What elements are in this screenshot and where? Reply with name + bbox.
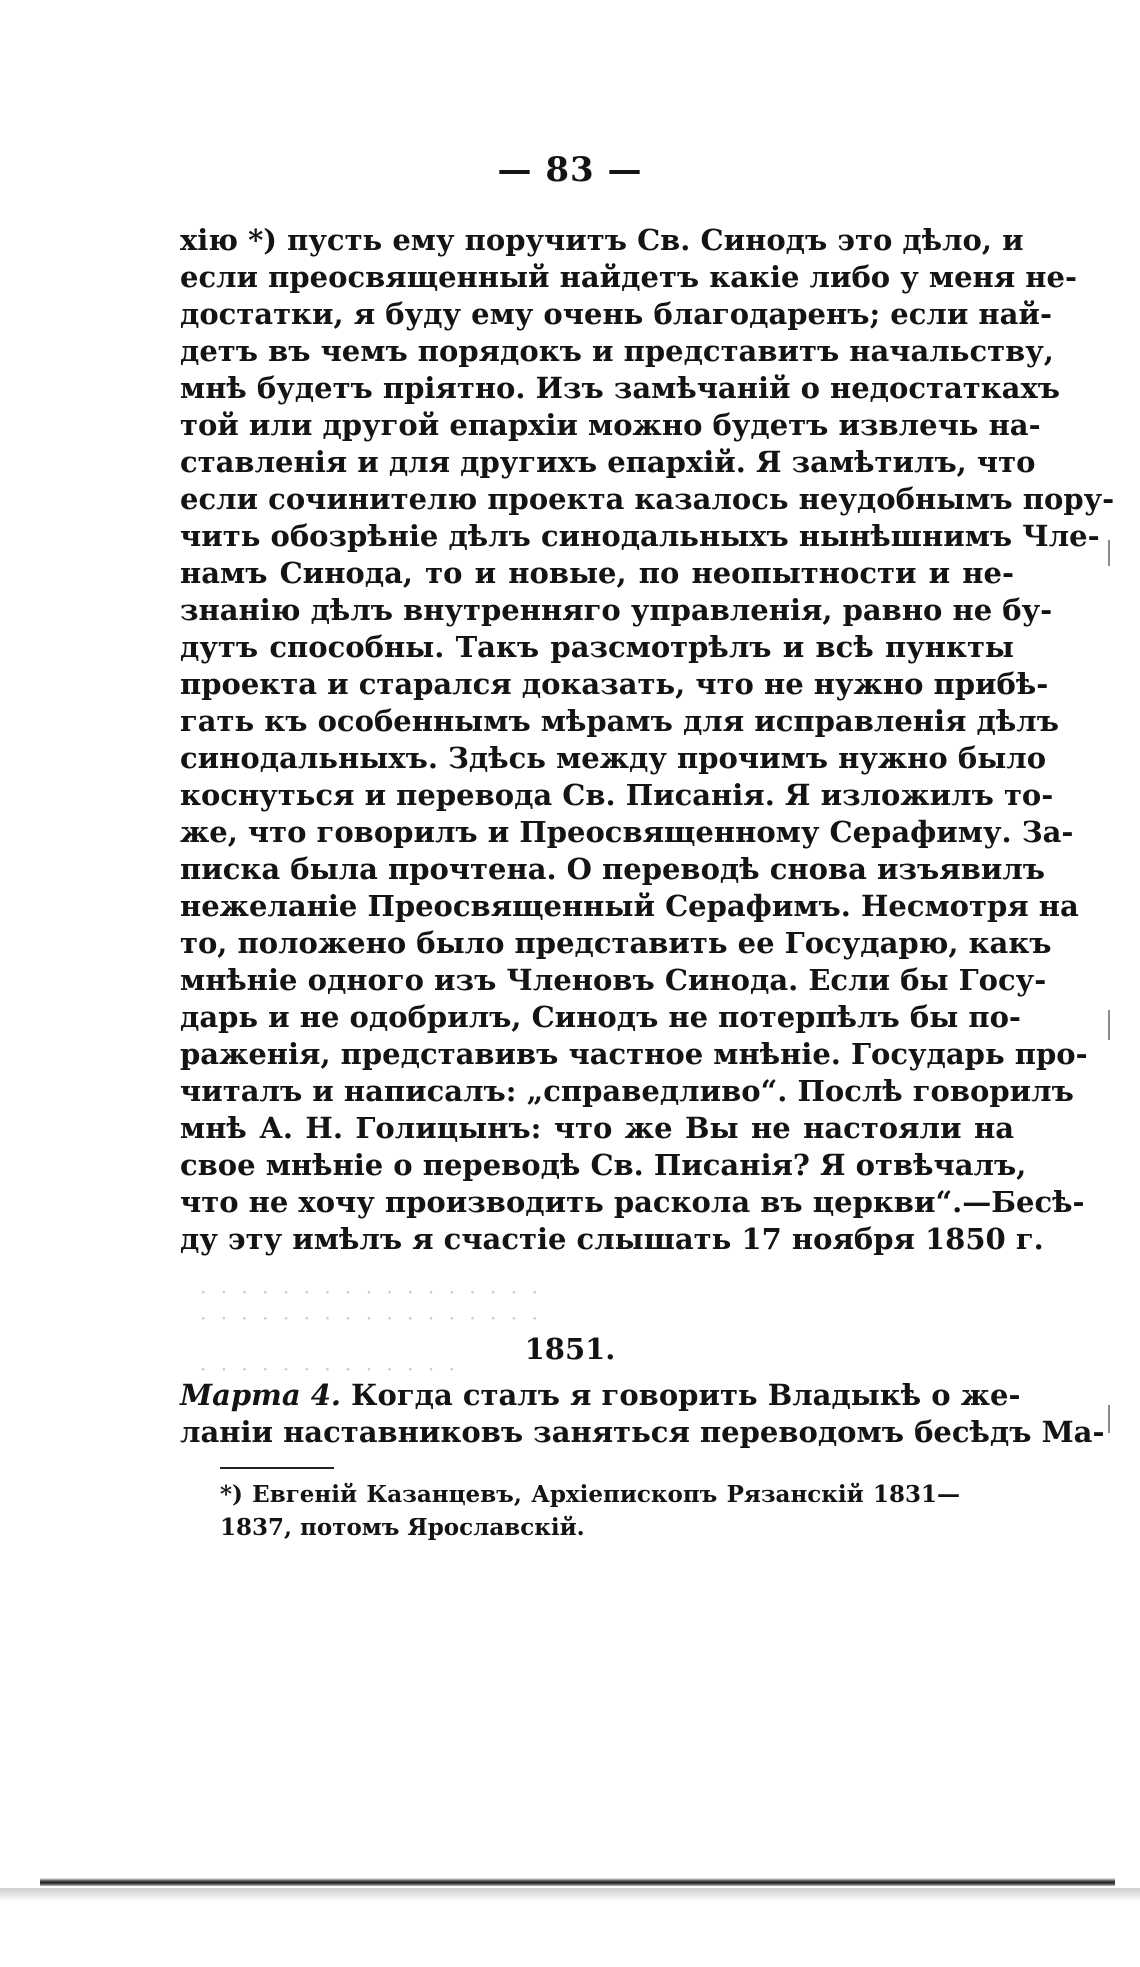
margin-mark xyxy=(1108,1405,1110,1433)
body-text-line: гать къ особеннымъ мѣрамъ для исправленія дѣлъ xyxy=(180,704,1059,738)
body-text-line: хію *) пусть ему поручитъ Св. Синодъ это дѣло, и xyxy=(180,223,1024,257)
year-heading: 1851. xyxy=(524,1332,616,1366)
body-text-line: коснуться и перевода Св. Писанія. Я изложилъ то- xyxy=(180,778,1054,812)
main-text xyxy=(180,222,1115,1258)
entry-line: ланіи наставниковъ заняться переводомъ бесѣдъ Ма- xyxy=(180,1415,1105,1449)
scan-edge-fade xyxy=(0,1888,1140,1902)
body-text-line: дутъ способны. Такъ разсмотрѣлъ и всѣ пункты xyxy=(180,630,1014,664)
body-text-line: знанію дѣлъ внутренняго управленія, равно не бу- xyxy=(180,593,1053,627)
diary-entry xyxy=(180,1377,1105,1451)
bleed-through-decoration: · · · · · · · · · · · · · · · · · xyxy=(200,1306,542,1330)
body-text-line: если преосвященный найдетъ какіе либо у меня не- xyxy=(180,260,1078,294)
margin-mark xyxy=(1108,1010,1110,1040)
body-text-line: нежеланіе Преосвященный Серафимъ. Несмотря на xyxy=(180,889,1079,923)
body-text-line: ду эту имѣлъ я счастіе слышать 17 ноября 1850 г. xyxy=(180,1222,1044,1256)
body-text-line: достатки, я буду ему очень благодаренъ; если най- xyxy=(180,297,1052,331)
footnote xyxy=(220,1478,960,1544)
entry-date-label: Марта 4. xyxy=(180,1378,342,1412)
body-text-line: что не хочу производить раскола въ церкви“.—Бесѣ- xyxy=(180,1185,1085,1219)
body-text-line: синодальныхъ. Здѣсь между прочимъ нужно было xyxy=(180,741,1047,775)
body-text-line: проекта и старался доказать, что не нужно прибѣ- xyxy=(180,667,1049,701)
footnote-line: 1837, потомъ Ярославскій. xyxy=(220,1514,585,1541)
margin-mark xyxy=(1108,540,1110,566)
entry-line xyxy=(180,1377,1021,1414)
body-text-line: раженія, представивъ частное мнѣніе. Государь про- xyxy=(180,1037,1088,1071)
body-text-line: писка была прочтена. О переводѣ снова изъявилъ xyxy=(180,852,1046,886)
body-text-line: намъ Синода, то и новые, по неопытности и не- xyxy=(180,556,1014,590)
body-text-line: же, что говорилъ и Преосвященному Серафиму. За- xyxy=(180,815,1074,849)
body-text-line: мнѣ будетъ пріятно. Изъ замѣчаній о недостаткахъ xyxy=(180,371,1061,405)
body-text-line: дарь и не одобрилъ, Синодъ не потерпѣлъ бы по- xyxy=(180,1000,1021,1034)
body-text-line: ставленія и для другихъ епархій. Я замѣтилъ, что xyxy=(180,445,1036,479)
page-number: — 83 — xyxy=(497,150,643,190)
footnote-divider xyxy=(220,1467,334,1469)
body-text-line: если сочинителю проекта казалось неудобнымъ пору- xyxy=(180,482,1115,516)
scan-edge-shadow xyxy=(40,1878,1115,1886)
bleed-through-decoration: · · · · · · · · · · · · · · · · · xyxy=(200,1280,542,1304)
entry-text: Когда сталъ я говорить Владыкѣ о же- xyxy=(351,1378,1021,1412)
body-text-line: той или другой епархіи можно будетъ извлечь на- xyxy=(180,408,1041,442)
bleed-through-decoration: · · · · · · · · · · · · · xyxy=(200,1357,459,1381)
body-text-line: мнѣ А. Н. Голицынъ: что же Вы не настояли на xyxy=(180,1111,1014,1145)
body-text-line: мнѣніе одного изъ Членовъ Синода. Если бы Госу- xyxy=(180,963,1047,997)
body-text-line: свое мнѣніе о переводѣ Св. Писанія? Я отвѣчалъ, xyxy=(180,1148,1027,1182)
body-text-line: читалъ и написалъ: „справедливо“. Послѣ говорилъ xyxy=(180,1074,1074,1108)
body-text-line: то, положено было представить ее Государю, какъ xyxy=(180,926,1052,960)
footnote-line: *) Евгеній Казанцевъ, Архіепископъ Рязанскій 1831— xyxy=(220,1481,960,1508)
body-text-line: чить обозрѣніе дѣлъ синодальныхъ нынѣшнимъ Чле- xyxy=(180,519,1100,553)
body-text-line: детъ въ чемъ порядокъ и представитъ начальству, xyxy=(180,334,1054,368)
